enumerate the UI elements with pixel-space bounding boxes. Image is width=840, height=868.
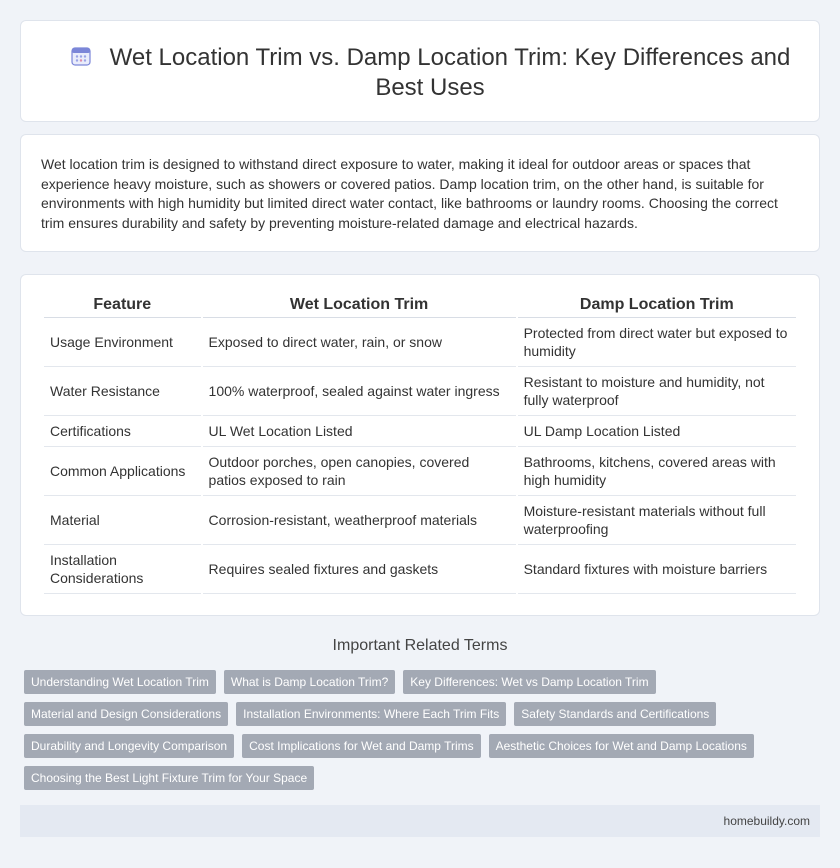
- related-term-tag[interactable]: Installation Environments: Where Each Trim Fits: [236, 702, 506, 726]
- table-cell-damp: Protected from direct water but exposed to humidity: [518, 318, 796, 367]
- table-row: [44, 318, 796, 367]
- table-cell-wet: Corrosion-resistant, weatherproof materials: [203, 496, 516, 545]
- table-cell-wet: Exposed to direct water, rain, or snow: [203, 318, 516, 367]
- table-cell-damp: Resistant to moisture and humidity, not fully waterproof: [518, 367, 796, 416]
- comparison-table: [42, 291, 798, 594]
- table-cell-feature: Common Applications: [44, 447, 201, 496]
- page-title: Wet Location Trim vs. Damp Location Trim: Key Differences and Best Uses: [109, 44, 791, 101]
- calendar-icon: [70, 45, 92, 67]
- table-row: [44, 416, 796, 447]
- table-cell-damp: UL Damp Location Listed: [518, 416, 796, 447]
- header-feature: Feature: [44, 291, 201, 318]
- intro-paragraph: Wet location trim is designed to withstand direct exposure to water, making it ideal for outdoor areas or spaces that experience heavy moisture, such as showers or covered patios. Damp location trim, on the other hand, is suitable for environments with high humidity but limited direct water contact, like bathrooms or laundry rooms. Choosing the correct trim ensures durability and safety by preventing moisture-related damage and electrical hazards.: [41, 156, 778, 231]
- related-terms-title: Important Related Terms: [332, 637, 508, 654]
- table-row: [44, 496, 796, 545]
- title-card: [20, 20, 820, 122]
- related-terms-list: [24, 670, 814, 798]
- table-row: [44, 367, 796, 416]
- table-header-row: [44, 291, 796, 318]
- table-cell-wet: UL Wet Location Listed: [203, 416, 516, 447]
- table-row: [44, 447, 796, 496]
- header-damp: Damp Location Trim: [518, 291, 796, 318]
- related-term-tag[interactable]: Durability and Longevity Comparison: [24, 734, 234, 758]
- related-term-tag[interactable]: Aesthetic Choices for Wet and Damp Locations: [489, 734, 754, 758]
- intro-card: [20, 134, 820, 252]
- footer: [20, 805, 820, 837]
- table-cell-wet: Requires sealed fixtures and gaskets: [203, 545, 516, 594]
- comparison-card: [20, 274, 820, 616]
- related-term-tag[interactable]: Choosing the Best Light Fixture Trim for Your Space: [24, 766, 314, 790]
- table-cell-feature: Installation Considerations: [44, 545, 201, 594]
- table-cell-feature: Usage Environment: [44, 318, 201, 367]
- table-row: [44, 545, 796, 594]
- table-cell-damp: Moisture-resistant materials without full waterproofing: [518, 496, 796, 545]
- table-cell-feature: Certifications: [44, 416, 201, 447]
- table-cell-feature: Water Resistance: [44, 367, 201, 416]
- related-term-tag[interactable]: Material and Design Considerations: [24, 702, 228, 726]
- table-cell-wet: Outdoor porches, open canopies, covered patios exposed to rain: [203, 447, 516, 496]
- table-cell-feature: Material: [44, 496, 201, 545]
- table-cell-damp: Bathrooms, kitchens, covered areas with high humidity: [518, 447, 796, 496]
- footer-site-link[interactable]: homebuildy.com: [723, 814, 810, 828]
- related-term-tag[interactable]: Cost Implications for Wet and Damp Trims: [242, 734, 481, 758]
- related-term-tag[interactable]: Key Differences: Wet vs Damp Location Trim: [403, 670, 655, 694]
- table-cell-wet: 100% waterproof, sealed against water ingress: [203, 367, 516, 416]
- related-term-tag[interactable]: Safety Standards and Certifications: [514, 702, 716, 726]
- header-wet: Wet Location Trim: [203, 291, 516, 318]
- related-term-tag[interactable]: Understanding Wet Location Trim: [24, 670, 216, 694]
- table-cell-damp: Standard fixtures with moisture barriers: [518, 545, 796, 594]
- related-term-tag[interactable]: What is Damp Location Trim?: [224, 670, 395, 694]
